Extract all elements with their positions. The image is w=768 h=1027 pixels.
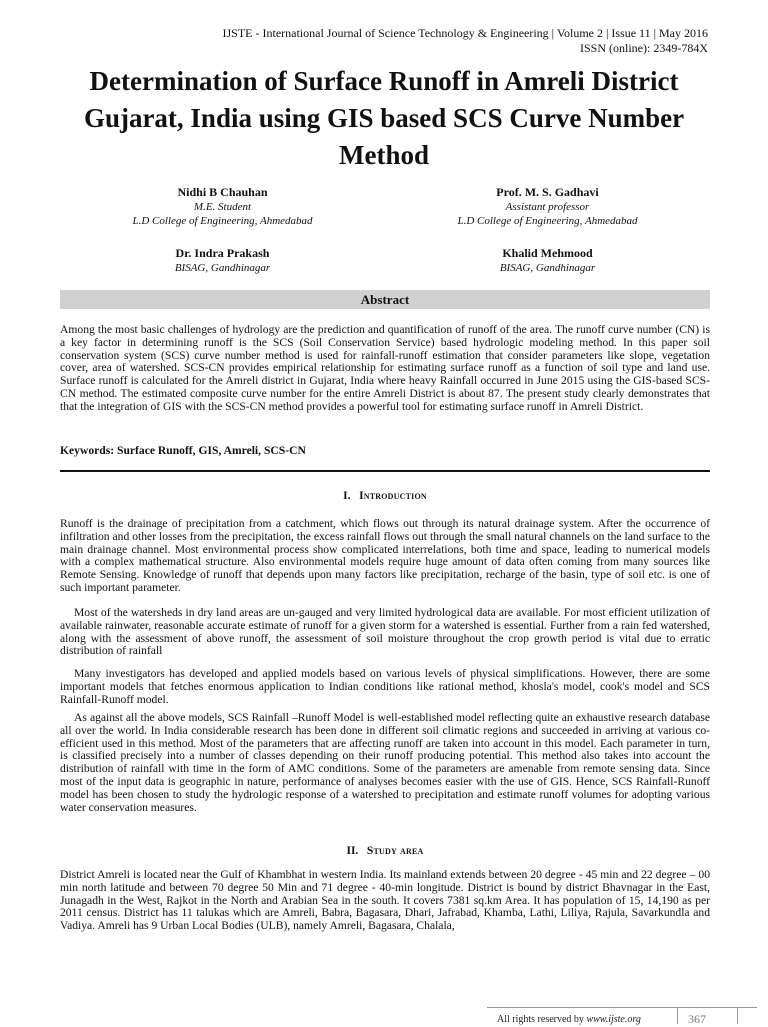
section-title: Study area	[366, 845, 424, 857]
intro-paragraph-4: As against all the above models, SCS Rainfall –Runoff Model is well-established model reflecting quite an exhaustive research database all over the world. In India considerable research has been done in different soil climatic regions and succeeded in arriving at various co-efficient used in this method. Most of the parameters that are affecting runoff are taken into account in this model. Each parameter in turn, is classified precisely into a number of classes depending on their runoff producing potential. This method also takes into account the distribution of rainfall with time in the form of AMC conditions. Some of the parameters are amenable from remote sensing data. Since most of the input data is geographic in nature, performance of analyses becomes easier with the use of GIS. Hence, SCS Rainfall-Runoff model has been chosen to study the hydrologic response of a watershed to precipitation and estimate runoff volumes for adopting various water conservation measures.	[60, 711, 710, 814]
page-number: 367	[688, 1012, 706, 1026]
section-heading-study-area	[60, 845, 710, 857]
author-row	[60, 184, 710, 245]
keywords: Keywords: Surface Runoff, GIS, Amreli, SCS-CN	[60, 444, 306, 457]
author-affiliation: L.D College of Engineering, Ahmedabad	[457, 215, 638, 227]
author-role: M.E. Student	[193, 201, 252, 213]
section-divider	[60, 470, 710, 472]
author-name: Nidhi B Chauhan	[177, 185, 268, 199]
abstract-heading: Abstract	[60, 290, 710, 309]
intro-paragraph-2: Most of the watersheds in dry land areas are un-gauged and very limited hydrological data are available. For most efficient utilization of available rainwater, reasonable accurate estimate of runoff for a given storm for a watershed is essential. Further from a rain fed watershed, along with the assessment of above runoff, the assessment of soil moisture throughout the crop growth period is vital due to erratic distribution of rainfall	[60, 606, 710, 658]
intro-paragraph-1: Runoff is the drainage of precipitation from a catchment, which flows out through its natural drainage system. After the occurrence of infiltration and other losses from the precipitation, the excess rainfall flows out through the small natural channels on the land surface to the main drainage channel. Most environmental process show complicated interrelations, both time and space, leading to numerical models with a complex mathematical structure. Also environmental models require huge amount of data often coming from many sources like Remote Sensing. Knowledge of runoff that depends upon many factors like precipitation, recharge of the basin, type of soil etc. is one of such important parameter.	[60, 517, 710, 594]
section-number: I.	[343, 490, 351, 502]
author-entry	[60, 184, 385, 245]
footer-rights	[497, 1014, 641, 1025]
paper-title: Determination of Surface Runoff in Amreli District Gujarat, India using GIS based SCS Curve Number Method	[83, 66, 685, 170]
author-role: Assistant professor	[505, 201, 590, 213]
author-affiliation: BISAG, Gandhinagar	[174, 262, 271, 274]
section-title: Introduction	[359, 490, 427, 502]
footer-corner-line	[737, 1008, 738, 1024]
author-entry	[385, 184, 710, 245]
journal-issn: ISSN (online): 2349-784X	[580, 41, 708, 55]
abstract-text: Among the most basic challenges of hydrology are the prediction and quantification of runoff of the area. The runoff curve number (CN) is a key factor in determining runoff is the SCS (Soil Conservation Service) based hydrologic modeling method. In this paper soil conservation system (SCS) curve number method is used for rainfall-runoff estimation that consider parameters like slope, vegetation cover, area of watershed. SCS-CN provides empirical relationship for estimating surface runoff as a function of soil type and land use. Surface runoff is calculated for the Amreli district in Gujarat, India where heavy Rainfall occurred in June 2015 using the GIS-based SCS-CN method. The estimated composite curve number for the entire Amreli District is about 87. The present study clearly demonstrates that that the integration of GIS with the SCS-CN method provides a powerful tool for estimating surface runoff in Amreli District.	[60, 323, 710, 413]
section-number: II.	[346, 845, 359, 857]
intro-paragraph-3: Many investigators has developed and applied models based on various levels of physical simplifications. However, there are some important models that fetches enormous application to Indian conditions like rational method, khosla's model, cook's model and SCS Rainfall-Runoff model.	[60, 667, 710, 706]
journal-citation: IJSTE - International Journal of Science Technology & Engineering | Volume 2 | Issue 11 | May 2016	[222, 26, 708, 40]
journal-header	[223, 26, 709, 56]
author-affiliation: L.D College of Engineering, Ahmedabad	[132, 215, 313, 227]
footer-site-link[interactable]: www.ijste.org	[586, 1014, 641, 1025]
study-area-paragraph: District Amreli is located near the Gulf of Khambhat in western India. Its mainland extends between 20 degree - 45 min and 22 degree – 00 min north latitude and between 70 degree 50 Min and 71 degree - 40-min longitude. District is bound by district Bhavnagar in the East, Junagadh in the West, Rajkot in the North and Arabian Sea in the south. It covers 7381 sq.km Area. It has population of 15, 14,190 as per 2011 census. District has 11 talukas which are Amreli, Babra, Bagasara, Dhari, Jafrabad, Khamba, Lathi, Liliya, Rajula, Savarkundla and Vadiya. Amreli has 9 Urban Local Bodies (ULB), namely Amreli, Bagasara, Chalala,	[60, 868, 710, 933]
author-name: Khalid Mehmood	[502, 246, 593, 260]
footer-rule	[487, 1007, 757, 1008]
author-name: Dr. Indra Prakash	[175, 246, 270, 260]
author-block	[60, 184, 710, 306]
section-heading-introduction	[60, 490, 710, 502]
author-name: Prof. M. S. Gadhavi	[496, 185, 599, 199]
footer-rights-label: All rights reserved by	[497, 1014, 584, 1025]
author-affiliation: BISAG, Gandhinagar	[499, 262, 596, 274]
footer-separator	[677, 1008, 678, 1024]
